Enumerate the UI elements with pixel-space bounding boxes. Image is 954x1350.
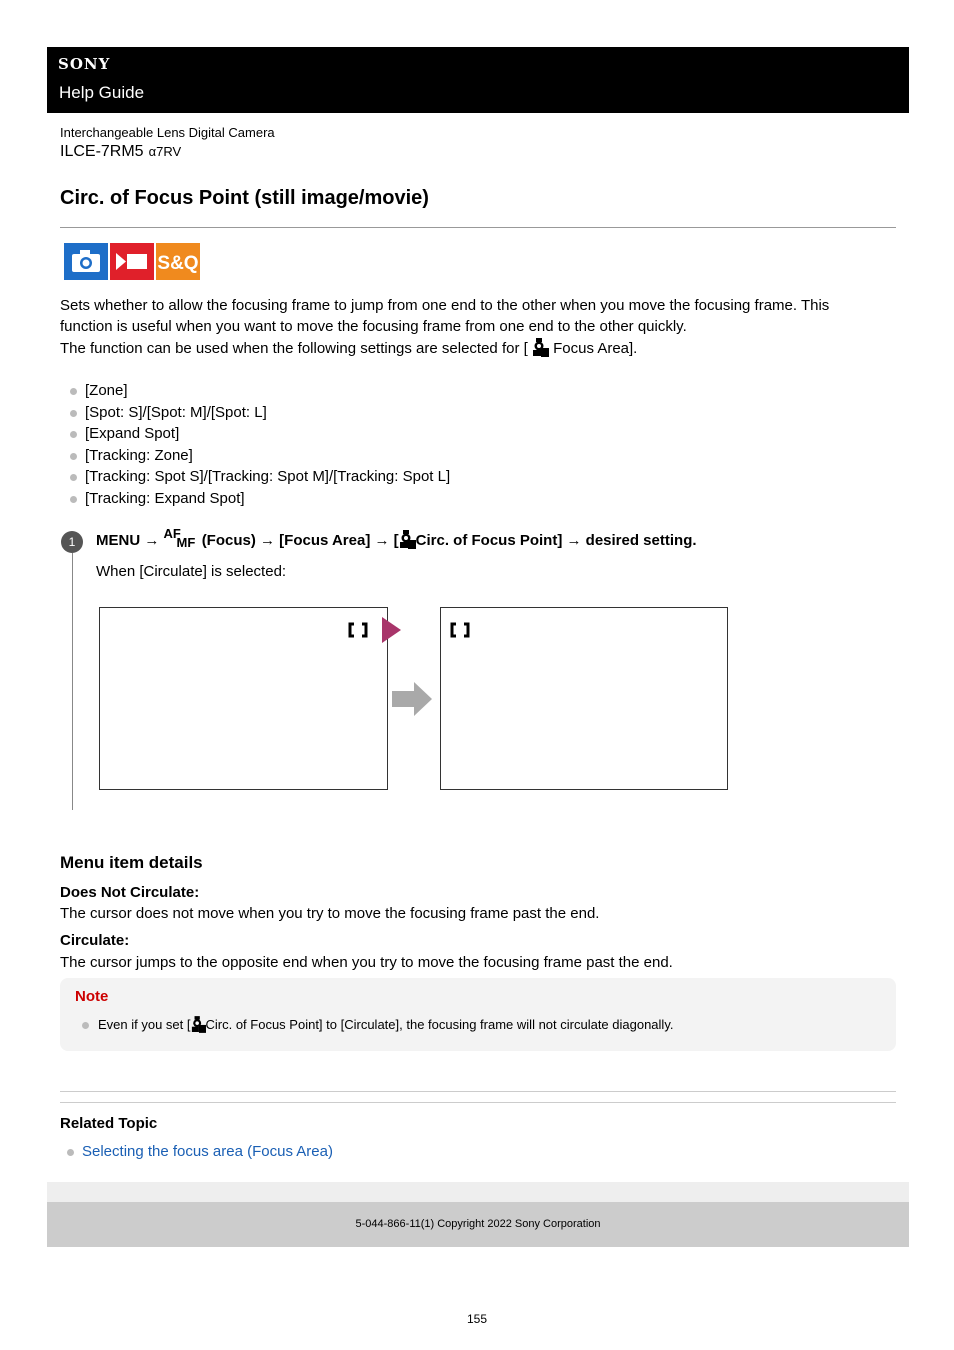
frame-after — [440, 607, 728, 790]
divider — [60, 1102, 896, 1103]
settings-list — [70, 380, 450, 510]
related-link-focus-area[interactable]: Selecting the focus area (Focus Area) — [82, 1143, 333, 1160]
af-mf-icon: AF MF — [163, 526, 196, 551]
step-subtext: When [Circulate] is selected: — [96, 563, 287, 580]
step-line — [72, 553, 73, 810]
focus-area-icon — [532, 338, 549, 357]
list-item: [Spot: S]/[Spot: M]/[Spot: L] — [70, 402, 450, 424]
sq-icon-label: S&Q — [157, 253, 199, 274]
list-item: [Tracking: Spot S]/[Tracking: Spot M]/[Tracking: Spot L] — [70, 466, 450, 488]
page-title: Circ. of Focus Point (still image/movie) — [60, 187, 429, 209]
help-guide-title: Help Guide — [59, 83, 145, 102]
note-item: Even if you set [ Circ. of Focus Point] to [Circulate], the focusing frame will not circulate diagonally. — [82, 1016, 673, 1033]
detail-term: Circulate: — [60, 932, 130, 949]
detail-desc: The cursor does not move when you try to move the focusing frame past the end. — [60, 905, 600, 922]
step-number: 1 — [61, 531, 83, 553]
title-divider — [60, 227, 896, 228]
list-item: [Tracking: Expand Spot] — [70, 488, 450, 510]
product-model: ILCE-7RM5 α7RV — [60, 143, 182, 160]
detail-desc: The cursor jumps to the opposite end when you try to move the focusing frame past the end. — [60, 954, 673, 971]
list-item: [Zone] — [70, 380, 450, 402]
list-item: [Tracking: Zone] — [70, 445, 450, 467]
frame-before — [99, 607, 388, 790]
transition-arrow-icon — [392, 682, 434, 716]
intro-line-2: function is useful when you want to move the focusing frame from one end to the other quickly. — [60, 318, 687, 335]
sony-logo: SONY — [58, 55, 111, 73]
movie-icon — [110, 243, 154, 280]
related-list — [67, 1141, 333, 1163]
divider — [60, 1091, 896, 1092]
still-camera-icon — [64, 243, 108, 280]
step-instruction: MENU → AF MF (Focus) → [Focus Area] → [ Circ. of Focus Point] → desired setting. — [96, 526, 697, 551]
focus-frame-icon — [348, 622, 368, 638]
sq-icon — [156, 243, 200, 280]
related-heading: Related Topic — [60, 1115, 158, 1132]
focus-area-icon — [399, 530, 416, 549]
note-title: Note — [75, 988, 109, 1005]
page-number: 155 — [466, 1312, 488, 1326]
details-heading: Menu item details — [60, 853, 203, 872]
footer-copyright: 5-044-866-11(1) Copyright 2022 Sony Corporation — [47, 1202, 909, 1247]
detail-term: Does Not Circulate: — [60, 884, 200, 901]
intro-line-1: Sets whether to allow the focusing frame to jump from one end to the other when you move the focusing frame. This — [60, 297, 830, 314]
focus-area-icon — [191, 1016, 206, 1033]
list-item: [Expand Spot] — [70, 423, 450, 445]
move-right-arrow-icon — [381, 616, 403, 644]
focus-frame-icon — [450, 622, 470, 638]
intro-line-3: The function can be used when the following settings are selected for [ Focus Area]. — [60, 340, 638, 357]
site-header — [47, 47, 909, 113]
footer-band — [47, 1182, 909, 1202]
note-box — [60, 978, 896, 1051]
list-item — [67, 1141, 333, 1163]
product-subtitle: Interchangeable Lens Digital Camera — [60, 125, 275, 140]
